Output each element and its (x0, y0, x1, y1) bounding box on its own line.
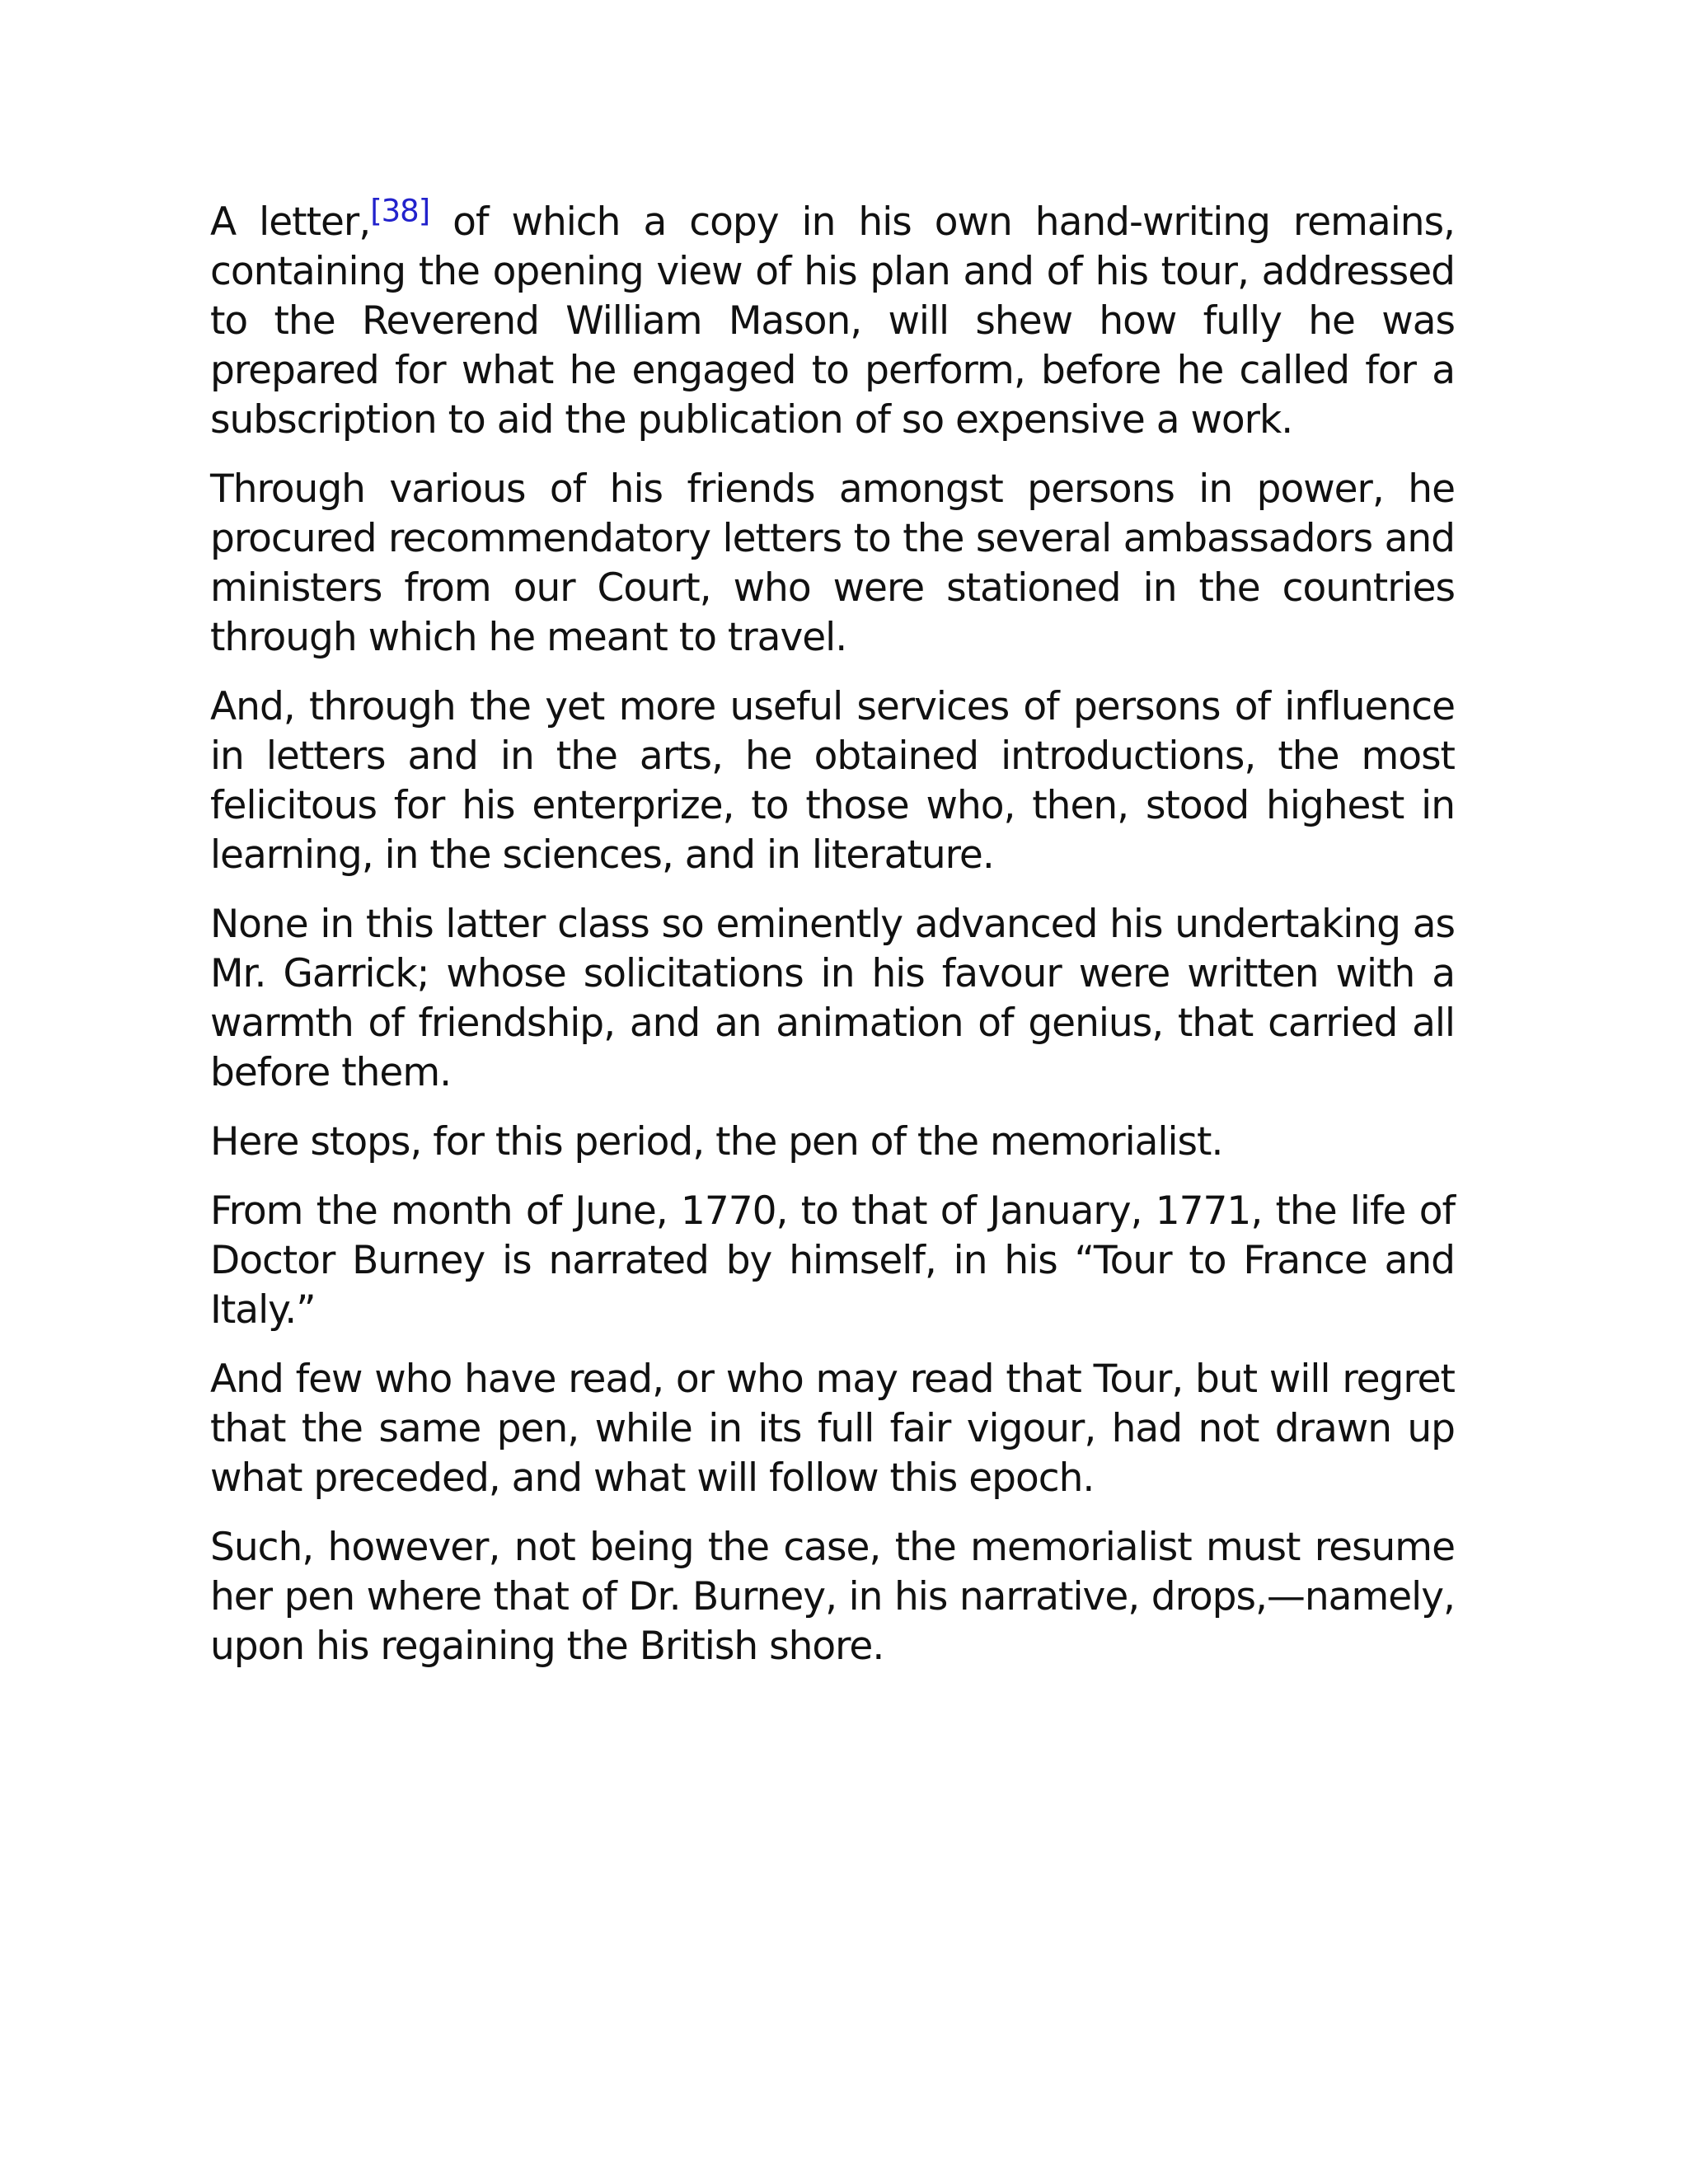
footnote-link-38[interactable]: [38] (370, 193, 430, 229)
paragraph-introductions: And, through the yet more useful services of persons of influence in letters and in the arts, he obtained introductions, the most felicitous for his enterprize, to those who, then, stood highest in learning, in the sciences, and in literature. (210, 684, 1455, 878)
paragraph-garrick: None in this latter class so eminently advanced his undertaking as Mr. Garrick; whose solicitations in his favour were written with a warmth of friendship, and an animation of genius, that carried all before them. (210, 902, 1455, 1095)
paragraph-letter (210, 193, 1455, 445)
paragraph-letter-start: A letter, (210, 199, 371, 245)
paragraph-tour-dates: From the month of June, 1770, to that of January, 1771, the life of Doctor Burney is narrated by himself, in his “Tour to France and Italy.” (210, 1188, 1455, 1333)
paragraph-few-who-read: And few who have read, or who may read that Tour, but will regret that the same pen, while in its full fair vigour, had not drawn up what preceded, and what will follow this epoch. (210, 1357, 1455, 1501)
paragraph-here-stops: Here stops, for this period, the pen of the memorialist. (210, 1119, 1223, 1165)
paragraph-recommendatory-letters: Through various of his friends amongst persons in power, he procured recommendatory letters to the several ambassadors and ministers from our Court, who were stationed in the countries through which he meant to travel. (210, 466, 1455, 660)
paragraph-resume-pen: Such, however, not being the case, the memorialist must resume her pen where that of Dr. Burney, in his narrative, drops,—namely, upon his regaining the British shore. (210, 1525, 1455, 1669)
paragraph-letter-rest: of which a copy in his own hand-writing remains, containing the opening view of his plan and of his tour, addressed to the Reverend William Mason, will shew how fully he was prepared for what he engaged to perform, before he called for a subscription to aid the publication of so expensive a work. (210, 199, 1455, 443)
document-body (210, 193, 1455, 1691)
